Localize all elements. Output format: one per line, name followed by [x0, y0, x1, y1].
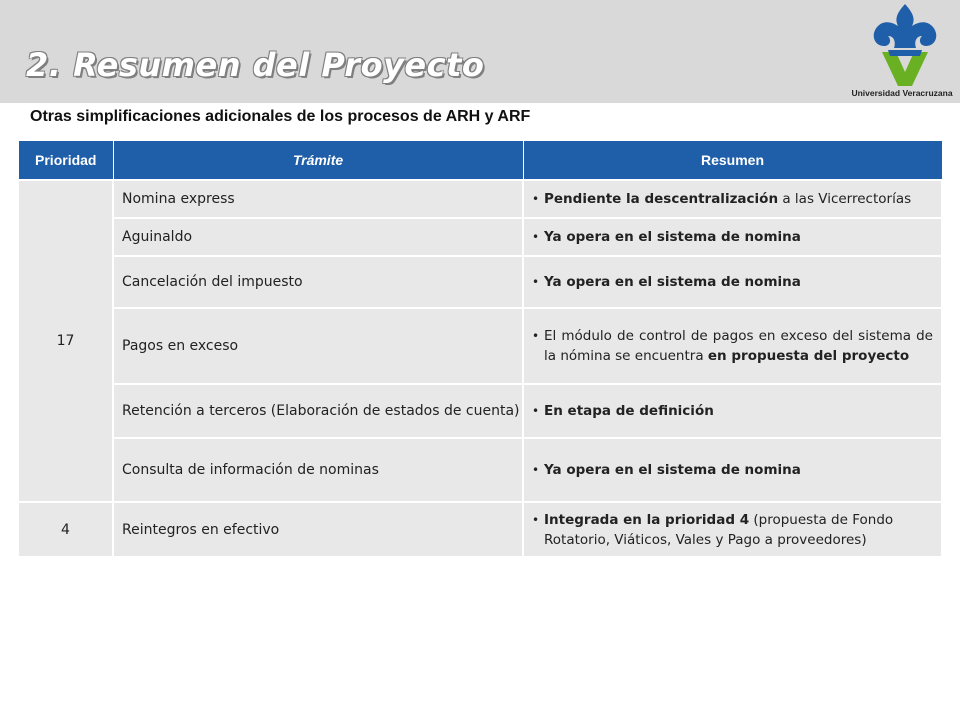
university-logo-icon: [860, 2, 950, 88]
resumen-cell: • Pendiente la descentralización a las Vicerrectorías: [523, 180, 942, 218]
resumen-cell: • El módulo de control de pagos en exceso del sistema de la nómina se encuentra en propuesta del proyecto: [523, 308, 942, 384]
logo-caption: Universidad Veracruzana: [851, 88, 953, 98]
prioridad-cell: 17: [19, 180, 113, 502]
resumen-cell: • Ya opera en el sistema de nomina: [523, 438, 942, 502]
table-row: [19, 438, 942, 502]
resumen-bold-text: Ya opera en el sistema de nomina: [544, 274, 801, 290]
column-header-prioridad: Prioridad: [19, 141, 113, 180]
resumen-cell: • Ya opera en el sistema de nomina: [523, 256, 942, 308]
resumen-bold-text: en propuesta del proyecto: [707, 348, 910, 364]
resumen-cell: • Ya opera en el sistema de nomina: [523, 218, 942, 256]
tramite-cell: Nomina express: [113, 180, 523, 218]
table-row: [19, 308, 942, 384]
subtitle: Otras simplificaciones adicionales de los procesos de ARH y ARF: [30, 108, 531, 125]
prioridad-cell: 4: [19, 502, 113, 556]
resumen-text: (propuesta de Fondo Rotatorio, Viáticos, Vales y Pago a proveedores): [544, 511, 894, 548]
column-header-tramite: Trámite: [113, 141, 523, 180]
tramite-cell: Consulta de información de nominas: [113, 438, 523, 502]
tramite-cell: Retención a terceros (Elaboración de estados de cuenta): [113, 384, 523, 438]
table-row: [19, 256, 942, 308]
resumen-cell: • En etapa de definición: [523, 384, 942, 438]
slide-title: 2. Resumen del Proyecto: [26, 46, 485, 84]
table-row: [19, 180, 942, 218]
summary-table: [19, 141, 943, 556]
table-header-row: [19, 141, 942, 180]
resumen-cell: • Integrada en la prioridad 4 (propuesta de Fondo Rotatorio, Viáticos, Vales y Pago a proveedores): [523, 502, 942, 556]
tramite-cell: Cancelación del impuesto: [113, 256, 523, 308]
column-header-resumen: Resumen: [523, 141, 942, 180]
resumen-bold-text: Ya opera en el sistema de nomina: [544, 462, 801, 478]
tramite-cell: Pagos en exceso: [113, 308, 523, 384]
resumen-bold-text: Integrada en la prioridad 4: [544, 511, 750, 528]
resumen-bold-text: Pendiente la descentralización: [544, 191, 779, 207]
table-row: [19, 502, 942, 556]
table-row: [19, 218, 942, 256]
resumen-bold-text: Ya opera en el sistema de nomina: [544, 229, 801, 245]
resumen-bold-text: En etapa de definición: [544, 403, 714, 419]
tramite-cell: Aguinaldo: [113, 218, 523, 256]
table-row: [19, 384, 942, 438]
resumen-text: a las Vicerrectorías: [778, 191, 912, 207]
tramite-cell: Reintegros en efectivo: [113, 502, 523, 556]
resumen-text: El módulo de control de pagos en exceso del sistema de la nómina se encuentra: [544, 328, 933, 364]
